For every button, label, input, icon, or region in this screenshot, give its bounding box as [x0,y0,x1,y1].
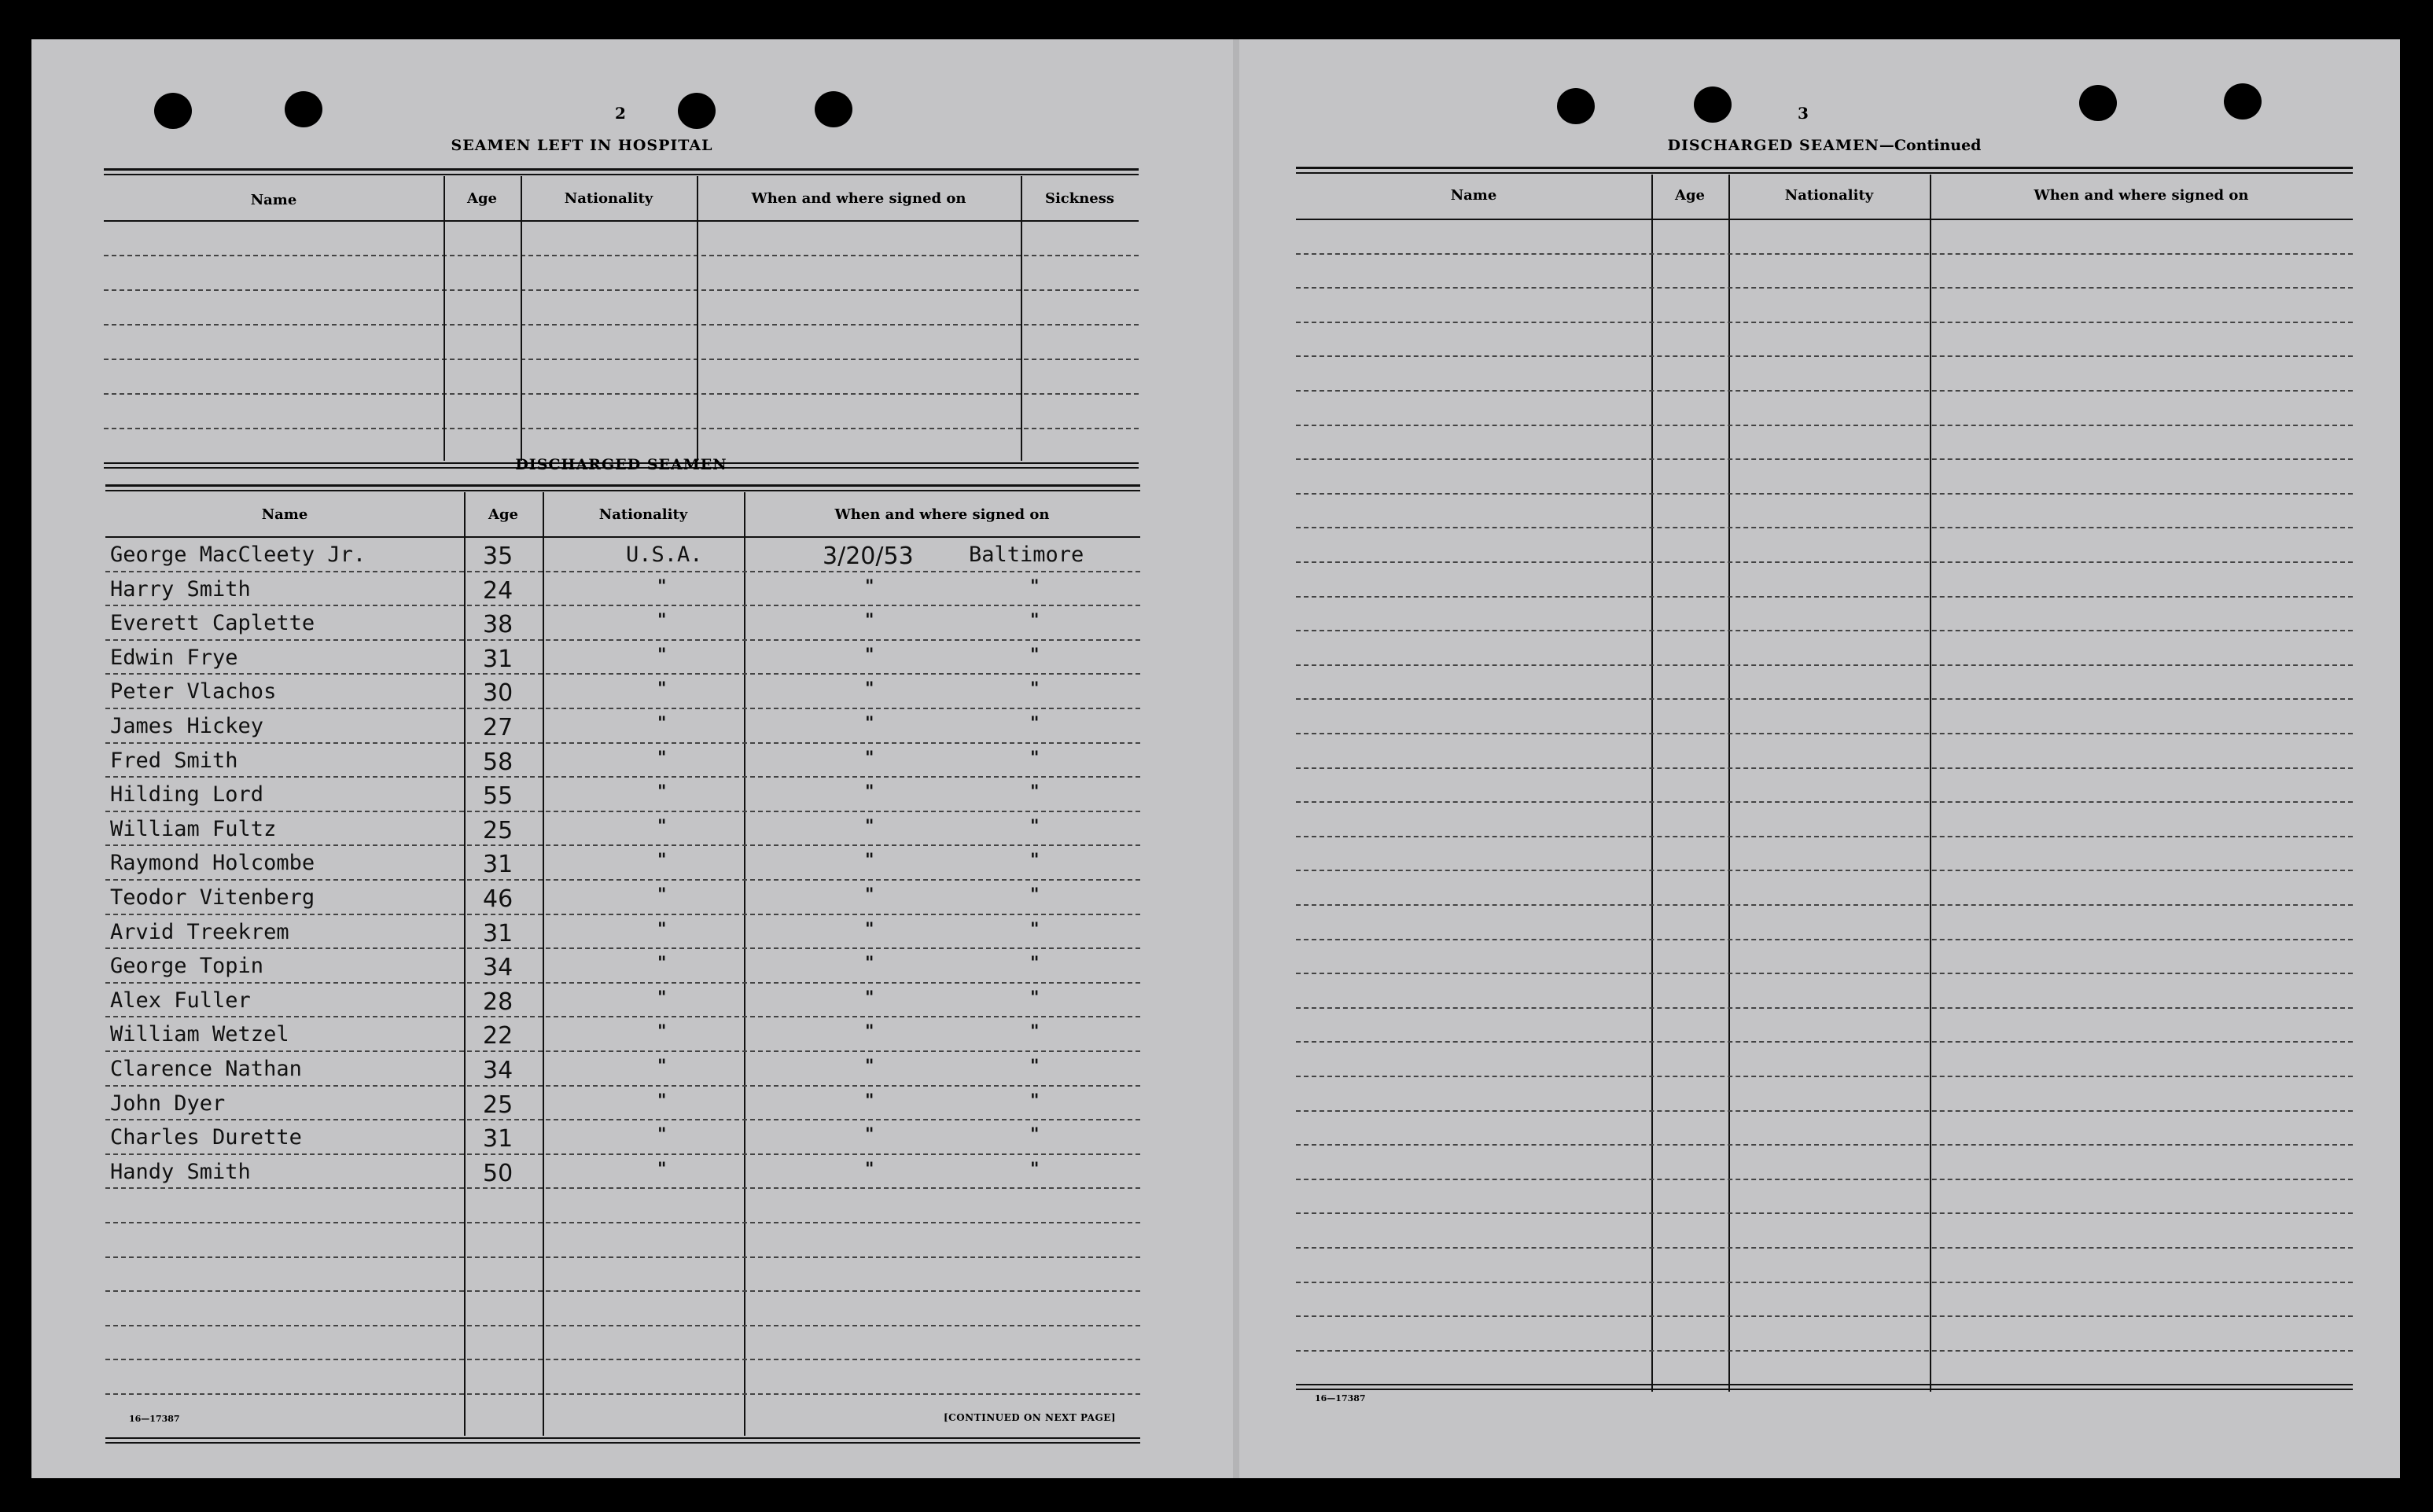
seaman-name: Raymond Holcombe [110,851,315,876]
ditto-mark: " [657,679,667,700]
row-rule [1296,1179,2353,1180]
ditto-mark: " [865,816,874,837]
ditto-mark: " [657,1022,667,1043]
ditto-mark: " [1030,1159,1040,1179]
signed-on-date: 3/20/53 [823,543,914,570]
ditto-mark: " [865,1022,874,1043]
ditto-mark: " [657,1159,667,1179]
row-rule [1296,1007,2353,1009]
seaman-name: James Hickey [110,714,264,738]
ditto-mark: " [1030,885,1040,905]
ditto-mark: " [1030,1022,1040,1043]
form-number: 16—17387 [1315,1393,1366,1403]
ditto-mark: " [865,645,874,665]
right-header-name: Name [1450,187,1497,204]
seaman-name: Fred Smith [110,748,238,773]
ditto-mark: " [1030,576,1040,597]
punch-hole [2224,83,2262,120]
row-rule [105,1290,1140,1292]
punch-hole [285,91,322,127]
hospital-title: SEAMEN LEFT IN HOSPITAL [451,137,713,154]
ditto-mark: " [1030,1057,1040,1076]
seaman-age: 27 [483,714,513,741]
seaman-name: Arvid Treekrem [110,919,289,944]
title-continued: —Continued [1879,137,1982,154]
discharged-header-signed-on: When and where signed on [834,506,1050,523]
ditto-mark: " [865,714,874,734]
seaman-age: 38 [483,611,513,639]
row-rule [105,1085,1140,1087]
ditto-mark: " [657,611,667,631]
ditto-mark: " [657,1125,667,1146]
row-rule [1296,1041,2353,1043]
row-rule [105,982,1140,984]
seaman-name: Everett Caplette [110,611,315,636]
ditto-mark: " [1030,679,1040,700]
row-rule [105,1393,1140,1395]
row-rule [105,844,1140,846]
ditto-mark: " [1030,851,1040,871]
punch-hole [2079,85,2117,121]
title-main: DISCHARGED SEAMEN [1667,137,1879,154]
row-rule [105,673,1140,675]
row-rule [1296,733,2353,734]
ditto-mark: " [865,1125,874,1146]
seaman-age: 28 [483,988,513,1016]
discharged-continued-title [1549,137,2100,154]
ditto-mark: " [1030,919,1040,940]
seaman-name: Hilding Lord [110,782,264,808]
page-number: 2 [615,104,626,123]
row-rule [105,639,1140,641]
row-rule [105,742,1140,744]
punch-hole [154,93,192,129]
row-rule [1296,698,2353,700]
row-rule [1296,664,2353,666]
row-rule [1296,527,2353,528]
hospital-header-age: Age [466,190,497,207]
row-rule [1296,767,2353,769]
seaman-name: John Dyer [110,1091,226,1116]
signed-on-place: Baltimore [969,543,1084,567]
row-rule [1296,425,2353,426]
ditto-mark: " [657,1057,667,1076]
ditto-mark: " [1030,1091,1040,1111]
discharged-header-name: Name [261,506,308,523]
seaman-name: Harry Smith [110,576,251,601]
seaman-age: 50 [483,1159,513,1187]
ditto-mark: " [657,885,667,905]
ditto-mark: " [657,748,667,768]
discharged-table [105,484,1140,1444]
right-header-age: Age [1674,187,1705,204]
row-rule [105,1050,1140,1052]
discharged-title: DISCHARGED SEAMEN [515,456,727,473]
ditto-mark: " [657,954,667,974]
page-fold [1233,39,1239,1478]
seaman-name: Teodor Vitenberg [110,885,315,910]
ditto-mark: " [657,576,667,597]
ditto-mark: " [865,851,874,871]
row-rule [105,605,1140,606]
row-rule [105,776,1140,778]
seaman-age: 31 [483,919,513,947]
row-rule [1296,801,2353,803]
seaman-age: 35 [483,543,513,570]
seaman-age: 31 [483,851,513,879]
ditto-mark: " [865,1159,874,1179]
punch-hole [1694,86,1732,123]
row-rule [1296,493,2353,495]
row-rule [1296,904,2353,906]
row-rule [1296,1110,2353,1112]
row-rule [105,1222,1140,1223]
seaman-age: 34 [483,1057,513,1084]
ditto-mark: " [865,954,874,974]
seaman-name: Peter Vlachos [110,679,277,704]
punch-hole [678,93,716,129]
ditto-mark: " [865,1057,874,1076]
document-sheet [31,39,2400,1478]
row-rule [1296,630,2353,631]
ditto-mark: " [865,885,874,905]
ditto-mark: " [1030,611,1040,631]
row-rule [1296,355,2353,357]
row-rule [105,571,1140,572]
seaman-age: 31 [483,645,513,673]
seaman-name: William Fultz [110,816,277,841]
right-header-signed-on: When and where signed on [2034,187,2249,204]
seaman-age: 25 [483,1091,513,1119]
ditto-mark: " [865,988,874,1008]
row-rule [105,1325,1140,1326]
row-rule [1296,596,2353,598]
row-rule [105,1119,1140,1120]
seaman-nationality: U.S.A. [626,543,703,567]
discharged-continued-table [1296,167,2353,1425]
row-rule [1296,1144,2353,1146]
row-rule [105,914,1140,915]
ditto-mark: " [657,645,667,665]
seaman-age: 24 [483,576,513,605]
ditto-mark: " [657,816,667,837]
ditto-mark: " [1030,714,1040,734]
hospital-header-sickness: Sickness [1044,190,1115,207]
seaman-age: 55 [483,782,513,811]
form-number: 16—17387 [129,1414,180,1424]
row-rule [1296,836,2353,837]
row-rule [1296,253,2353,255]
row-rule [1296,1315,2353,1317]
seaman-age: 31 [483,1125,513,1153]
seaman-name: Alex Fuller [110,988,251,1013]
ditto-mark: " [865,679,874,700]
seaman-name: George MacCleety Jr. [110,543,366,567]
hospital-header-name: Name [250,192,297,208]
row-rule [1296,561,2353,563]
seaman-age: 22 [483,1022,513,1050]
row-rule [105,879,1140,881]
ditto-mark: " [657,988,667,1008]
hospital-header-signed-on: When and where signed on [751,190,966,207]
row-rule [105,1256,1140,1258]
row-rule [1296,1282,2353,1283]
row-rule [105,947,1140,949]
seaman-name: Edwin Frye [110,645,238,670]
row-rule [105,1016,1140,1017]
seaman-name: Clarence Nathan [110,1057,302,1081]
row-rule [105,811,1140,812]
punch-hole [1557,88,1595,124]
ditto-mark: " [1030,816,1040,837]
ditto-mark: " [657,782,667,803]
continued-note: [CONTINUED ON NEXT PAGE] [944,1412,1117,1423]
row-rule [1296,287,2353,289]
row-rule [1296,458,2353,460]
row-rule [1296,1247,2353,1249]
row-rule [105,708,1140,709]
seaman-name: Handy Smith [110,1159,251,1184]
ditto-mark: " [1030,645,1040,665]
seaman-name: William Wetzel [110,1022,289,1047]
seaman-age: 25 [483,816,513,844]
ditto-mark: " [657,851,667,871]
row-rule [105,1359,1140,1360]
hospital-header-nationality: Nationality [564,190,653,207]
seaman-age: 30 [483,679,513,708]
hospital-table [104,168,1139,475]
ditto-mark: " [865,1091,874,1111]
punch-hole [815,91,852,127]
row-rule [1296,870,2353,871]
ditto-mark: " [1030,782,1040,803]
seaman-age: 34 [483,954,513,982]
right-header-nationality: Nationality [1784,187,1874,204]
discharged-header-nationality: Nationality [598,506,688,523]
ditto-mark: " [865,782,874,803]
row-rule [105,1187,1140,1189]
seaman-age: 46 [483,885,513,913]
seaman-name: George Topin [110,954,264,979]
ditto-mark: " [657,1091,667,1111]
page-number: 3 [1798,104,1809,123]
ditto-mark: " [1030,988,1040,1008]
ditto-mark: " [865,919,874,940]
row-rule [105,1153,1140,1155]
seaman-age: 58 [483,748,513,776]
ditto-mark: " [865,748,874,768]
discharged-header-age: Age [488,506,518,523]
row-rule [1296,1212,2353,1214]
ditto-mark: " [1030,1125,1040,1146]
row-rule [1296,1076,2353,1077]
seaman-name: Charles Durette [110,1125,302,1150]
row-rule [1296,322,2353,323]
ditto-mark: " [1030,748,1040,768]
row-rule [1296,390,2353,392]
ditto-mark: " [865,611,874,631]
ditto-mark: " [657,919,667,940]
row-rule [1296,1350,2353,1352]
row-rule [1296,939,2353,940]
ditto-mark: " [1030,954,1040,974]
ditto-mark: " [865,576,874,597]
ditto-mark: " [657,714,667,734]
row-rule [1296,973,2353,974]
